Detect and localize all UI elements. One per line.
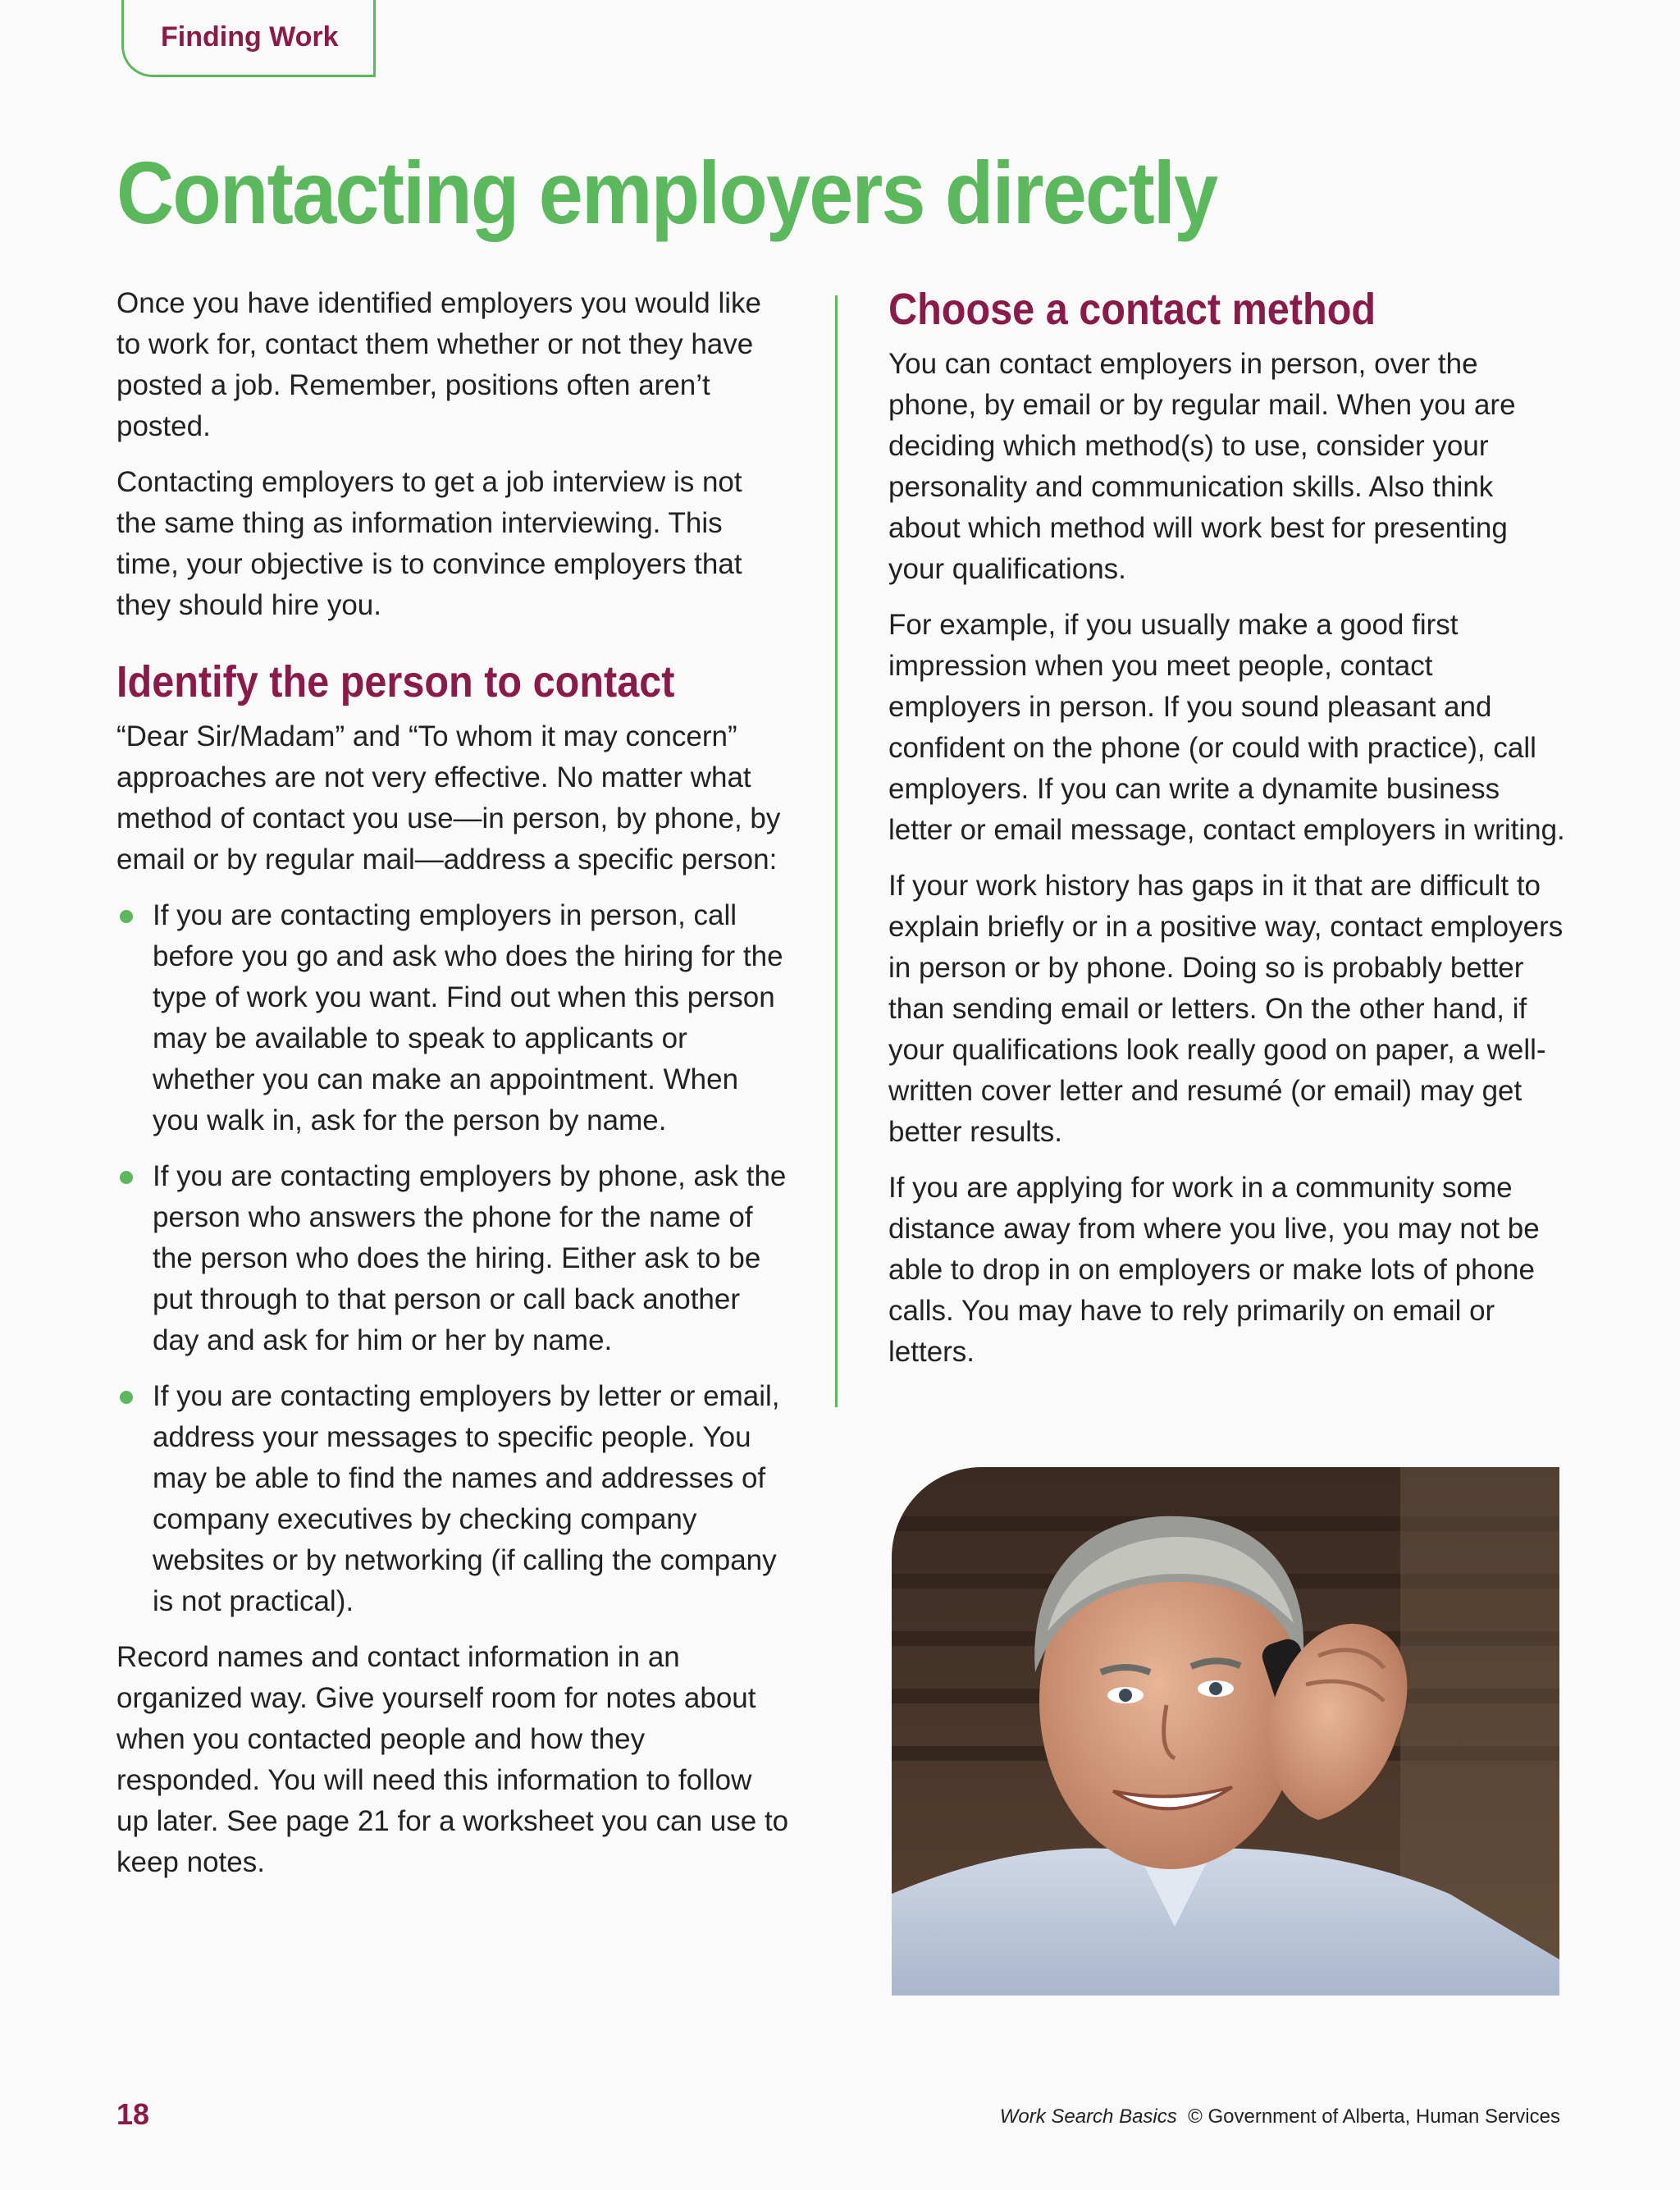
left-column [116, 283, 789, 1898]
method-paragraph-4: If you are applying for work in a community some distance away from where you live, you may not be able to drop in on employers or make lots of phone calls. You may have to rely primarily on email or letters. [888, 1172, 1540, 1368]
publication-title: Work Search Basics [999, 2105, 1177, 2128]
section-heading-choose: Choose a contact method [888, 285, 1376, 334]
method-paragraph-2: For example, if you usually make a good first impression when you meet people, contact employers in person. If you sound pleasant and confident on the phone (or could with practice), call employers. If you can write a dynamite business letter or email message, contact employers in writing. [888, 609, 1565, 846]
bullet-dot-icon [120, 1171, 133, 1184]
closing-paragraph: Record names and contact information in an organized way. Give yourself room for notes about when you contacted people and how they responded. You will need this information to follow up later. See page 21 for a worksheet you can use to keep notes. [116, 1641, 789, 1878]
method-paragraph-3: If your work history has gaps in it that are difficult to explain briefly or in a positive way, contact employers in person or by phone. Doing so is probably better than sending email or letters. On the other hand, if your qualifications look really good on paper, a well-written cover letter and resumé (or email) may get better results. [888, 870, 1564, 1148]
bullet-item-letter-email [116, 1376, 789, 1622]
intro-paragraph-2: Contacting employers to get a job interview is not the same thing as information interviewing. This time, your objective is to convince employers that they should hire you. [116, 466, 742, 621]
bullet-dot-icon [120, 1391, 133, 1404]
bullet-dot-icon [120, 910, 133, 923]
page-title: Contacting employers directly [116, 143, 1217, 242]
section-tab-label: Finding Work [161, 21, 339, 53]
method-paragraph-1: You can contact employers in person, over the phone, by email or by regular mail. When you are deciding which method(s) to use, consider your personality and communication skills. Also think about which method will work best for presenting your qualifications. [888, 348, 1516, 585]
photo-illustration [892, 1467, 1559, 1996]
bullet-item-phone [116, 1156, 789, 1361]
section-heading-identify: Identify the person to contact [116, 657, 675, 706]
intro-paragraph-1: Once you have identified employers you would like to work for, contact them whether or not they have posted a job. Remember, positions often aren’t posted. [116, 287, 761, 442]
bullet-text: If you are contacting employers by phone, ask the person who answers the phone for the name of the person who does the hiring. Either ask to be put through to that person or call back another day and ask for him or her by name. [153, 1160, 787, 1356]
identify-paragraph: “Dear Sir/Madam” and “To whom it may concern” approaches are not very effective. No matter what method of contact you use—in person, by phone, by email or by regular mail—address a specific person: [116, 720, 781, 876]
contact-bullet-list [116, 895, 789, 1622]
bullet-text: If you are contacting employers in person, call before you go and ask who does the hiring for the type of work you want. Find out when this person may be available to speak to applicants or whether you can make an appointment. When you walk in, ask for the person by name. [153, 899, 783, 1136]
column-divider [835, 295, 838, 1407]
bullet-item-in-person [116, 895, 789, 1141]
section-tab [121, 0, 376, 77]
page-number: 18 [116, 2097, 150, 2131]
bullet-text: If you are contacting employers by letter or email, address your messages to specific people. You may be able to find the names and addresses of company executives by checking company websites or by networking (if calling the company is not practical). [153, 1380, 780, 1617]
man-on-phone-photo [892, 1467, 1559, 1996]
right-column [888, 283, 1569, 1388]
copyright-text: © Government of Alberta, Human Services [1188, 2105, 1560, 2128]
footer-credit [1000, 2105, 1560, 2128]
